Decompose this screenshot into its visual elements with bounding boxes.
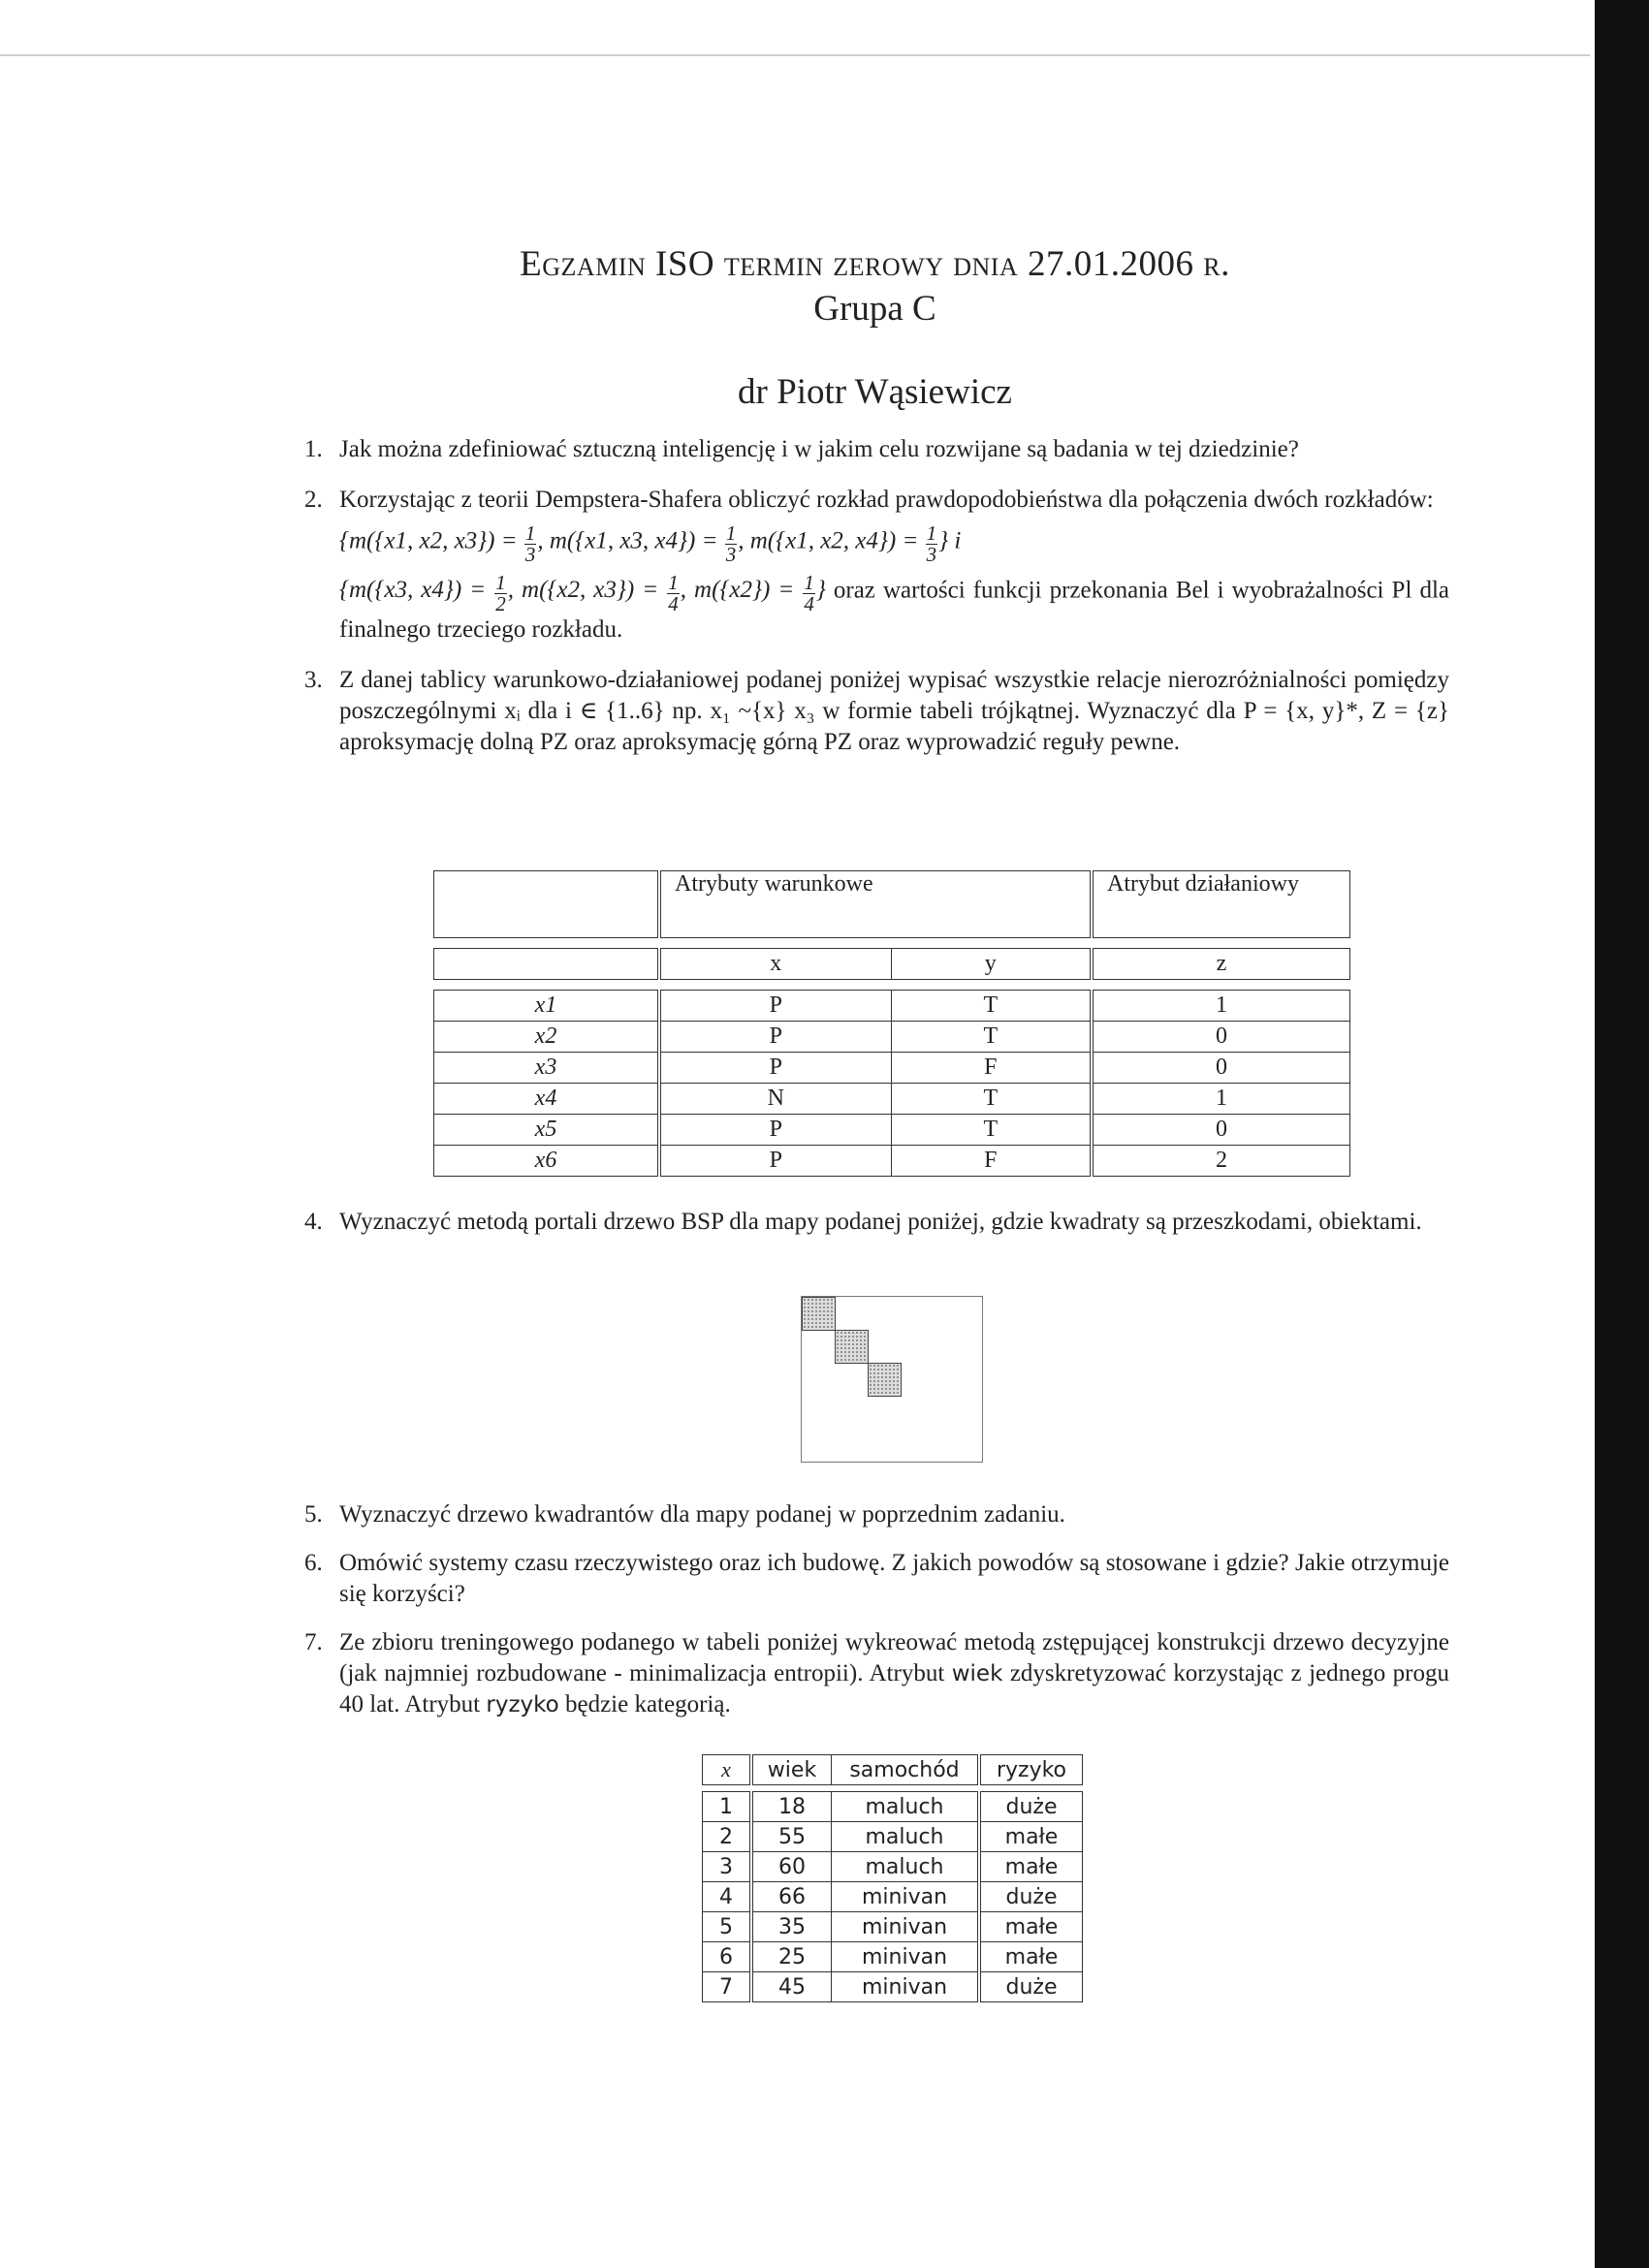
table-cell: 4 — [703, 1882, 752, 1912]
question-number: 1. — [304, 436, 323, 462]
table-cell: 1 — [703, 1792, 752, 1822]
table-header-decision: Atrybut działaniowy — [1092, 871, 1350, 938]
table-cell: małe — [979, 1942, 1083, 1972]
table-cell: 1 — [1092, 1084, 1350, 1115]
table-cell: 3 — [703, 1852, 752, 1882]
table-row — [434, 991, 1350, 1022]
attribute-name: wiek — [951, 1661, 1003, 1686]
table-cell: 5 — [703, 1912, 752, 1942]
obstacle-square — [802, 1297, 836, 1331]
table-cell: 2 — [703, 1822, 752, 1852]
table-cell: 6 — [703, 1942, 752, 1972]
table-cell: 18 — [751, 1792, 832, 1822]
question-text: Korzystając z teorii Dempstera-Shafera obliczyć rozkład prawdopodobieństwa dla połączenia dwóch rozkładów: — [339, 487, 1434, 513]
table-cell: minivan — [832, 1882, 980, 1912]
scan-border — [1595, 0, 1649, 2268]
table-cell: 7 — [703, 1972, 752, 2002]
question-6 — [301, 1548, 1449, 1610]
table-cell: P — [659, 1115, 891, 1146]
table-cell: P — [659, 1146, 891, 1177]
table-row — [703, 1942, 1083, 1972]
question-text: Ze zbioru treningowego podanego w tabeli poniżej wykreować metodą zstępującej konstrukcji drzewo decyzyjne (jak najmniej rozbudowane - minimalizacja entropii). Atrybut — [339, 1629, 1449, 1686]
table-row — [434, 1084, 1350, 1115]
table-row — [434, 1053, 1350, 1084]
question-number: 3. — [304, 667, 323, 693]
row-label: x3 — [434, 1053, 660, 1084]
question-4 — [301, 1207, 1449, 1238]
question-7: 7. Ze zbioru treningowego podanego w tabeli poniżej wykreować metodą zstępującej konstrukcji drzewo decyzyjne (jak najmniej rozbudowane - minimalizacja entropii). Atrybut wiek zdyskretyzować korzystając z jednego progu 40 lat. Atrybut ryzyko będzie kategorią. — [304, 1629, 1449, 1717]
column-header: z — [1092, 949, 1350, 980]
obstacle-square — [868, 1363, 902, 1397]
question-5 — [301, 1499, 1449, 1530]
column-header: y — [891, 949, 1092, 980]
table-cell: maluch — [832, 1822, 980, 1852]
table-cell: małe — [979, 1822, 1083, 1852]
row-label: x4 — [434, 1084, 660, 1115]
table-cell: F — [891, 1146, 1092, 1177]
table-cell: 0 — [1092, 1022, 1350, 1053]
exam-group: Grupa C — [813, 289, 936, 329]
table-cell: duże — [979, 1882, 1083, 1912]
table-cell: 2 — [1092, 1146, 1350, 1177]
question-text: Jak można zdefiniować sztuczną inteligencję i w jakim celu rozwijane są badania w tej dziedzinie? — [339, 436, 1299, 462]
table-cell: 55 — [751, 1822, 832, 1852]
table-cell: 66 — [751, 1882, 832, 1912]
table-cell: maluch — [832, 1792, 980, 1822]
question-number: 5. — [304, 1501, 323, 1528]
table-cell: T — [891, 1022, 1092, 1053]
question-number: 4. — [304, 1209, 323, 1235]
table-cell: 45 — [751, 1972, 832, 2002]
table-row — [703, 1792, 1083, 1822]
row-label: x2 — [434, 1022, 660, 1053]
exam-sheet-part-3 — [301, 1499, 1449, 1720]
column-header: ryzyko — [979, 1755, 1083, 1785]
table-cell: minivan — [832, 1972, 980, 2002]
table-cell: 0 — [1092, 1053, 1350, 1084]
distribution-1: {m({x1, x2, x3}) = $\frac{1}{3}$ , m({x1, x3, x4}) = $\frac{1}{3}$ , m({x1, x2, x4}) = $\frac{1}{3}$ } i — [339, 521, 962, 566]
table-cell: duże — [979, 1972, 1083, 2002]
row-label: x1 — [434, 991, 660, 1022]
bsp-map — [801, 1296, 983, 1463]
table-cell — [434, 949, 660, 980]
column-header: wiek — [751, 1755, 832, 1785]
question-text: Wyznaczyć drzewo kwadrantów dla mapy podanej w poprzednim zadaniu. — [339, 1501, 1065, 1528]
distribution-2: {m({x3, x4}) = $\frac{1}{2}$ , m({x2, x3}) = $\frac{1}{4}$ , m({x2}) = $\frac{1}{4}$ } — [339, 571, 826, 615]
table-cell: minivan — [832, 1912, 980, 1942]
exam-title: Egzamin ISO termin zerowy dnia 27.01.2006 r. — [520, 244, 1230, 284]
table-cell: N — [659, 1084, 891, 1115]
table-cell: T — [891, 1115, 1092, 1146]
table-cell: minivan — [832, 1942, 980, 1972]
question-number: 6. — [304, 1550, 323, 1576]
column-header: x — [703, 1755, 752, 1785]
decision-table — [433, 870, 1350, 1177]
table-cell: 60 — [751, 1852, 832, 1882]
question-text: Z danej tablicy warunkowo-działaniowej podanej poniżej wypisać wszystkie relacje nierozróżnialności pomiędzy poszczególnymi xᵢ dla i ∈ {1..6} np. x₁ ~{x} x₃ w formie tabeli trójkątnej. Wyznaczyć dla P = {x, y}*, Z = {z} aproksymację dolną PZ oraz aproksymację górną PZ oraz wyprowadzić reguły pewne. — [339, 667, 1449, 755]
table-row — [703, 1882, 1083, 1912]
question-text: Omówić systemy czasu rzeczywistego oraz ich budowę. Z jakich powodów są stosowane i gdzie? Jakie otrzymuje się korzyści? — [339, 1550, 1449, 1607]
table-cell: F — [891, 1053, 1092, 1084]
table-cell: P — [659, 1022, 891, 1053]
exam-sheet — [301, 242, 1449, 758]
table-row — [703, 1912, 1083, 1942]
table-row — [703, 1972, 1083, 2002]
column-header: x — [659, 949, 891, 980]
table-cell: małe — [979, 1852, 1083, 1882]
row-label: x5 — [434, 1115, 660, 1146]
question-1 — [301, 434, 1449, 465]
table-cell: 35 — [751, 1912, 832, 1942]
table-cell: T — [891, 1084, 1092, 1115]
table-row — [703, 1822, 1083, 1852]
table-corner — [434, 871, 660, 938]
scan-edge-line — [0, 54, 1590, 56]
attribute-name: ryzyko — [486, 1692, 559, 1717]
question-text: Wyznaczyć metodą portali drzewo BSP dla mapy podanej poniżej, gdzie kwadraty są przeszkodami, obiektami. — [339, 1209, 1422, 1235]
question-2 — [301, 485, 1449, 646]
question-3 — [301, 665, 1449, 758]
training-table — [702, 1754, 1083, 2002]
table-cell: maluch — [832, 1852, 980, 1882]
exam-sheet-part-2 — [301, 1207, 1449, 1238]
table-row — [434, 1022, 1350, 1053]
question-number: 7. — [304, 1629, 323, 1655]
column-header: samochód — [832, 1755, 980, 1785]
table-header-conditional: Atrybuty warunkowe — [659, 871, 1092, 938]
question-text-end: oraz wartości funkcji przekonania Bel i wyobrażalności Pl dla finalnego trzeciego rozkładu. — [339, 577, 1450, 643]
table-cell: 0 — [1092, 1115, 1350, 1146]
table-cell: duże — [979, 1792, 1083, 1822]
table-row — [434, 1115, 1350, 1146]
exam-author: dr Piotr Wąsiewicz — [738, 372, 1012, 412]
obstacle-square — [835, 1330, 869, 1364]
table-row — [434, 1146, 1350, 1177]
table-cell: 1 — [1092, 991, 1350, 1022]
table-cell: małe — [979, 1912, 1083, 1942]
question-number: 2. — [304, 487, 323, 513]
table-cell: P — [659, 991, 891, 1022]
table-cell: 25 — [751, 1942, 832, 1972]
table-cell: P — [659, 1053, 891, 1084]
table-row — [703, 1852, 1083, 1882]
table-cell: T — [891, 991, 1092, 1022]
row-label: x6 — [434, 1146, 660, 1177]
